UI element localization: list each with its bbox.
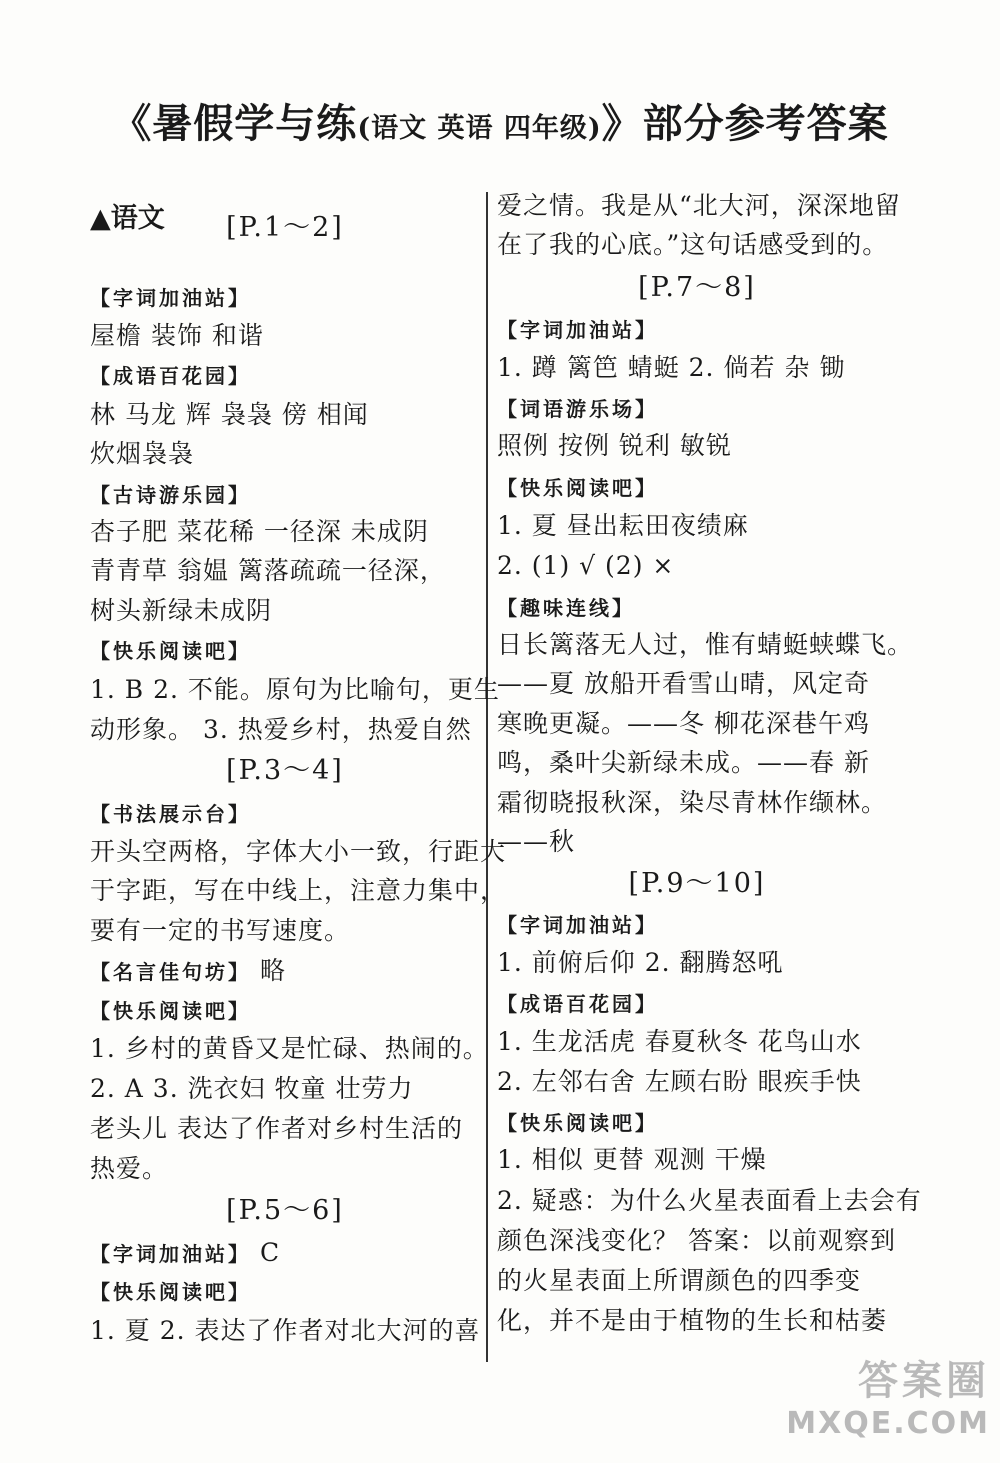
answer-line: 2. 左邻右舍 左顾右盼 眼疾手快 [497,1067,862,1096]
answer-line: 1. 蹲 篱笆 蜻蜓 2. 倘若 杂 锄 [497,353,846,382]
answer-line: ——夏 放船开看雪山晴，风定奇 [497,669,870,698]
page-title [0,92,1000,149]
answer-line: 1. 相似 更替 观测 干燥 [497,1145,767,1174]
heading-happy-reading: 【快乐阅读吧】 [497,1111,658,1135]
heading-idiom-garden: 【成语百花园】 [90,364,251,388]
page-range-5-6: [P.5～6] [226,1195,344,1226]
heading-happy-reading: 【快乐阅读吧】 [90,999,251,1023]
quotes-answer: 略 [259,956,286,985]
answer-line: 日长篱落无人过，惟有蜻蜓蛱蝶飞。 [497,630,914,659]
title-main-pre: 《暑假学与练 [111,100,358,147]
answer-line: ——秋 [497,827,576,856]
heading-happy-reading: 【快乐阅读吧】 [90,1280,251,1304]
heading-happy-reading: 【快乐阅读吧】 [497,476,658,500]
watermark-logo-text: 答案圈 [858,1358,990,1404]
answer-line: 林 马龙 辉 袅袅 傍 相闻 [90,400,369,429]
answer-line: 杏子肥 菜花稀 一径深 未成阴 [90,517,429,546]
answer-line: 1. 乡村的黄昏又是忙碌、热闹的。 [90,1034,489,1063]
answer-line: 青青草 翁媪 篱落疏疏一径深， [90,556,446,585]
answer-line: 树头新绿未成阴 [90,596,273,625]
answer-line: 照例 按例 锐利 敏锐 [497,431,732,460]
watermark [786,1349,990,1441]
answer-line: 开头空两格，字体大小一致，行距大 [90,837,507,866]
heading-poem-park: 【古诗游乐园】 [90,483,251,507]
answer-line: 1. 前俯后仰 2. 翻腾怒吼 [497,948,784,977]
answer-line: 2. (1) √ (2) × [497,551,675,580]
title-main-post: 》部分参考答案 [601,100,889,147]
answer-line: 1. 夏 昼出耘田夜绩麻 [497,511,749,540]
heading-fun-matching: 【趣味连线】 [497,596,635,620]
answer-line: 2. 疑惑：为什么火星表面看上去会有 [497,1186,922,1215]
answer-line: 屋檐 装饰 和谐 [90,321,264,350]
heading-idiom-garden: 【成语百花园】 [497,992,658,1016]
heading-vocab-station: 【字词加油站】 [497,913,658,937]
answer-line: 1. 夏 2. 表达了作者对北大河的喜 [90,1316,481,1345]
answer-line: 2. A 3. 洗衣妇 牧童 壮劳力 [90,1074,414,1103]
heading-happy-reading: 【快乐阅读吧】 [90,639,251,663]
page-range-9-10: [P.9～10] [628,868,766,899]
answer-line: 动形象。 3. 热爱乡村，热爱自然 [90,715,472,744]
answer-line: 鸣，桑叶尖新绿未成。——春 新 [497,748,870,777]
answer-line: 霜彻晓报秋深，染尽青林作缬林。 [497,788,888,817]
answer-line: 在了我的心底。”这句话感受到的。 [497,230,889,259]
answer-line: 1. 生龙活虎 春夏秋冬 花鸟山水 [497,1027,862,1056]
heading-quotes: 【名言佳句坊】 [90,960,251,984]
answer-line: 热爱。 [90,1154,169,1183]
answer-line: 1. B 2. 不能。原句为比喻句，更生 [90,675,500,704]
answer-line: 的火星表面上所谓颜色的四季变 [497,1266,862,1295]
answer-line: 颜色深浅变化？ 答案：以前观察到 [497,1226,896,1255]
heading-vocab-station: 【字词加油站】 [90,1242,251,1266]
answer-line: 爱之情。我是从“北大河，深深地留 [497,191,901,220]
heading-calligraphy: 【书法展示台】 [90,802,251,826]
column-divider [486,192,488,1362]
heading-vocab-station: 【字词加油站】 [90,286,251,310]
watermark-url: MXQE.COM [786,1406,990,1441]
title-subtitle: (语文 英语 四年级) [357,113,602,144]
heading-vocab-row [90,1235,280,1272]
page-range-7-8: [P.7～8] [638,272,756,303]
section-chinese: ▲语文 [90,203,165,234]
heading-word-playground: 【词语游乐场】 [497,397,658,421]
heading-quotes-row [90,953,286,990]
vocab-answer: C [259,1238,281,1267]
page-range-3-4: [P.3～4] [226,755,344,786]
answer-line: 炊烟袅袅 [90,439,195,468]
answer-line: 化，并不是由于植物的生长和枯萎 [497,1306,888,1335]
page-range-1-2: [P.1～2] [226,212,344,243]
heading-vocab-station: 【字词加油站】 [497,318,658,342]
answer-line: 要有一定的书写速度。 [90,916,351,945]
answer-line: 寒晚更凝。——冬 柳花深巷午鸡 [497,709,870,738]
answer-line: 于字距，写在中线上，注意力集中， [90,876,507,905]
answer-line: 老头儿 表达了作者对乡村生活的 [90,1114,463,1143]
